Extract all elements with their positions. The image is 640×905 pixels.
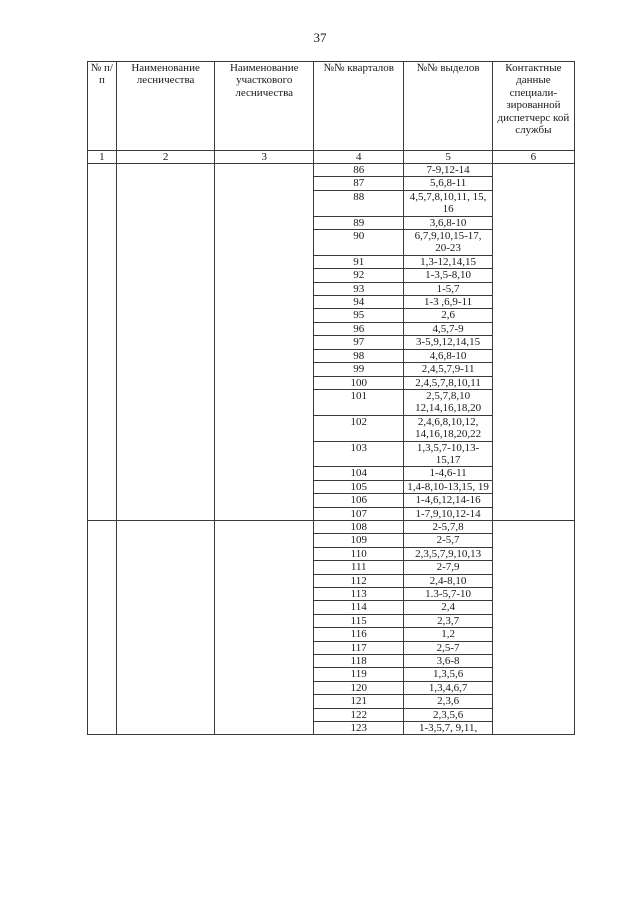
allotment-cell: 1-3,5,7, 9,11,: [404, 722, 492, 735]
quarter-cell: 93: [314, 282, 404, 295]
allotment-cell: 2,5-7: [404, 641, 492, 654]
allotment-cell: 6,7,9,10,15-17, 20-23: [404, 230, 492, 256]
allotment-cell: 1,3,5,7-10,13- 15,17: [404, 441, 492, 467]
table-body: [88, 164, 575, 735]
quarter-cell: 104: [314, 467, 404, 480]
quarter-cell: 121: [314, 695, 404, 708]
blank-forestry-cell: [116, 520, 215, 735]
header-row: [88, 62, 575, 151]
column-number-row: [88, 151, 575, 164]
allotment-cell: 1-4,6-11: [404, 467, 492, 480]
allotment-cell: 2,5,7,8,10 12,14,16,18,20: [404, 389, 492, 415]
allotment-cell: 2,3,5,7,9,10,13: [404, 547, 492, 560]
allotment-cell: 4,5,7-9: [404, 322, 492, 335]
blank-contact-cell: [492, 520, 574, 735]
quarter-cell: 98: [314, 349, 404, 362]
allotment-cell: 1,3,5,6: [404, 668, 492, 681]
quarter-cell: 99: [314, 363, 404, 376]
allotment-cell: 2,3,7: [404, 614, 492, 627]
column-number: 3: [215, 151, 314, 164]
column-number: 6: [492, 151, 574, 164]
allotment-cell: 2,4,5,7,9-11: [404, 363, 492, 376]
quarter-cell: 119: [314, 668, 404, 681]
quarter-cell: 103: [314, 441, 404, 467]
quarter-cell: 111: [314, 561, 404, 574]
table-row: [88, 164, 575, 177]
header-allotments: №№ выделов: [404, 62, 492, 151]
quarter-cell: 87: [314, 177, 404, 190]
allotment-cell: 2-7,9: [404, 561, 492, 574]
quarter-cell: 123: [314, 722, 404, 735]
column-number: 4: [314, 151, 404, 164]
allotment-cell: 1-3 ,6,9-11: [404, 296, 492, 309]
allotment-cell: 2-5,7,8: [404, 520, 492, 533]
allotment-cell: 1,3-12,14,15: [404, 255, 492, 268]
quarter-cell: 114: [314, 601, 404, 614]
quarter-cell: 92: [314, 269, 404, 282]
quarter-cell: 116: [314, 628, 404, 641]
allotment-cell: 2,4,6,8,10,12, 14,16,18,20,22: [404, 415, 492, 441]
allotment-cell: 1-7,9,10,12-14: [404, 507, 492, 520]
quarter-cell: 106: [314, 494, 404, 507]
quarter-cell: 90: [314, 230, 404, 256]
blank-forestry-cell: [116, 164, 215, 521]
quarter-cell: 117: [314, 641, 404, 654]
quarter-cell: 108: [314, 520, 404, 533]
column-number: 1: [88, 151, 117, 164]
quarter-cell: 113: [314, 588, 404, 601]
column-number: 2: [116, 151, 215, 164]
allotment-cell: 4,5,7,8,10,11, 15, 16: [404, 190, 492, 216]
quarter-cell: 102: [314, 415, 404, 441]
header-number: № п/п: [88, 62, 117, 151]
quarter-cell: 120: [314, 681, 404, 694]
table-row: [88, 520, 575, 533]
page-number: 37: [313, 30, 327, 45]
quarter-cell: 112: [314, 574, 404, 587]
column-number: 5: [404, 151, 492, 164]
quarter-cell: 118: [314, 655, 404, 668]
allotment-cell: 3-5,9,12,14,15: [404, 336, 492, 349]
blank-contact-cell: [492, 164, 574, 521]
quarter-cell: 105: [314, 480, 404, 493]
quarter-cell: 109: [314, 534, 404, 547]
allotment-cell: 1-3,5-8,10: [404, 269, 492, 282]
header-quarters: №№ кварталов: [314, 62, 404, 151]
header-contact-data: Контактные данные специали-зированной диспетчерс кой службы: [492, 62, 574, 151]
allotment-cell: 4,6,8-10: [404, 349, 492, 362]
forest-register-table: [87, 61, 575, 735]
blank-number-cell: [88, 164, 117, 521]
quarter-cell: 91: [314, 255, 404, 268]
allotment-cell: 2,4: [404, 601, 492, 614]
allotment-cell: 1-5,7: [404, 282, 492, 295]
quarter-cell: 89: [314, 216, 404, 229]
quarter-cell: 110: [314, 547, 404, 560]
allotment-cell: 1,4-8,10-13,15, 19: [404, 480, 492, 493]
blank-district-cell: [215, 164, 314, 521]
quarter-cell: 101: [314, 389, 404, 415]
quarter-cell: 97: [314, 336, 404, 349]
quarter-cell: 96: [314, 322, 404, 335]
quarter-cell: 86: [314, 164, 404, 177]
quarter-cell: 107: [314, 507, 404, 520]
allotment-cell: 1,3,4,6,7: [404, 681, 492, 694]
allotment-cell: 2-5,7: [404, 534, 492, 547]
allotment-cell: 2,3,6: [404, 695, 492, 708]
quarter-cell: 94: [314, 296, 404, 309]
allotment-cell: 1-4,6,12,14-16: [404, 494, 492, 507]
header-district-forestry-name: Наименование участкового лесничества: [215, 62, 314, 151]
allotment-cell: 2,6: [404, 309, 492, 322]
quarter-cell: 115: [314, 614, 404, 627]
allotment-cell: 7-9,12-14: [404, 164, 492, 177]
header-forestry-name: Наименование лесничества: [116, 62, 215, 151]
quarter-cell: 95: [314, 309, 404, 322]
quarter-cell: 88: [314, 190, 404, 216]
allotment-cell: 1,2: [404, 628, 492, 641]
blank-number-cell: [88, 520, 117, 735]
allotment-cell: 3,6,8-10: [404, 216, 492, 229]
allotment-cell: 2,4,5,7,8,10,11: [404, 376, 492, 389]
allotment-cell: 5,6,8-11: [404, 177, 492, 190]
quarter-cell: 122: [314, 708, 404, 721]
quarter-cell: 100: [314, 376, 404, 389]
allotment-cell: 2,4-8,10: [404, 574, 492, 587]
blank-district-cell: [215, 520, 314, 735]
allotment-cell: 2,3,5,6: [404, 708, 492, 721]
allotment-cell: 1.3-5,7-10: [404, 588, 492, 601]
allotment-cell: 3,6-8: [404, 655, 492, 668]
